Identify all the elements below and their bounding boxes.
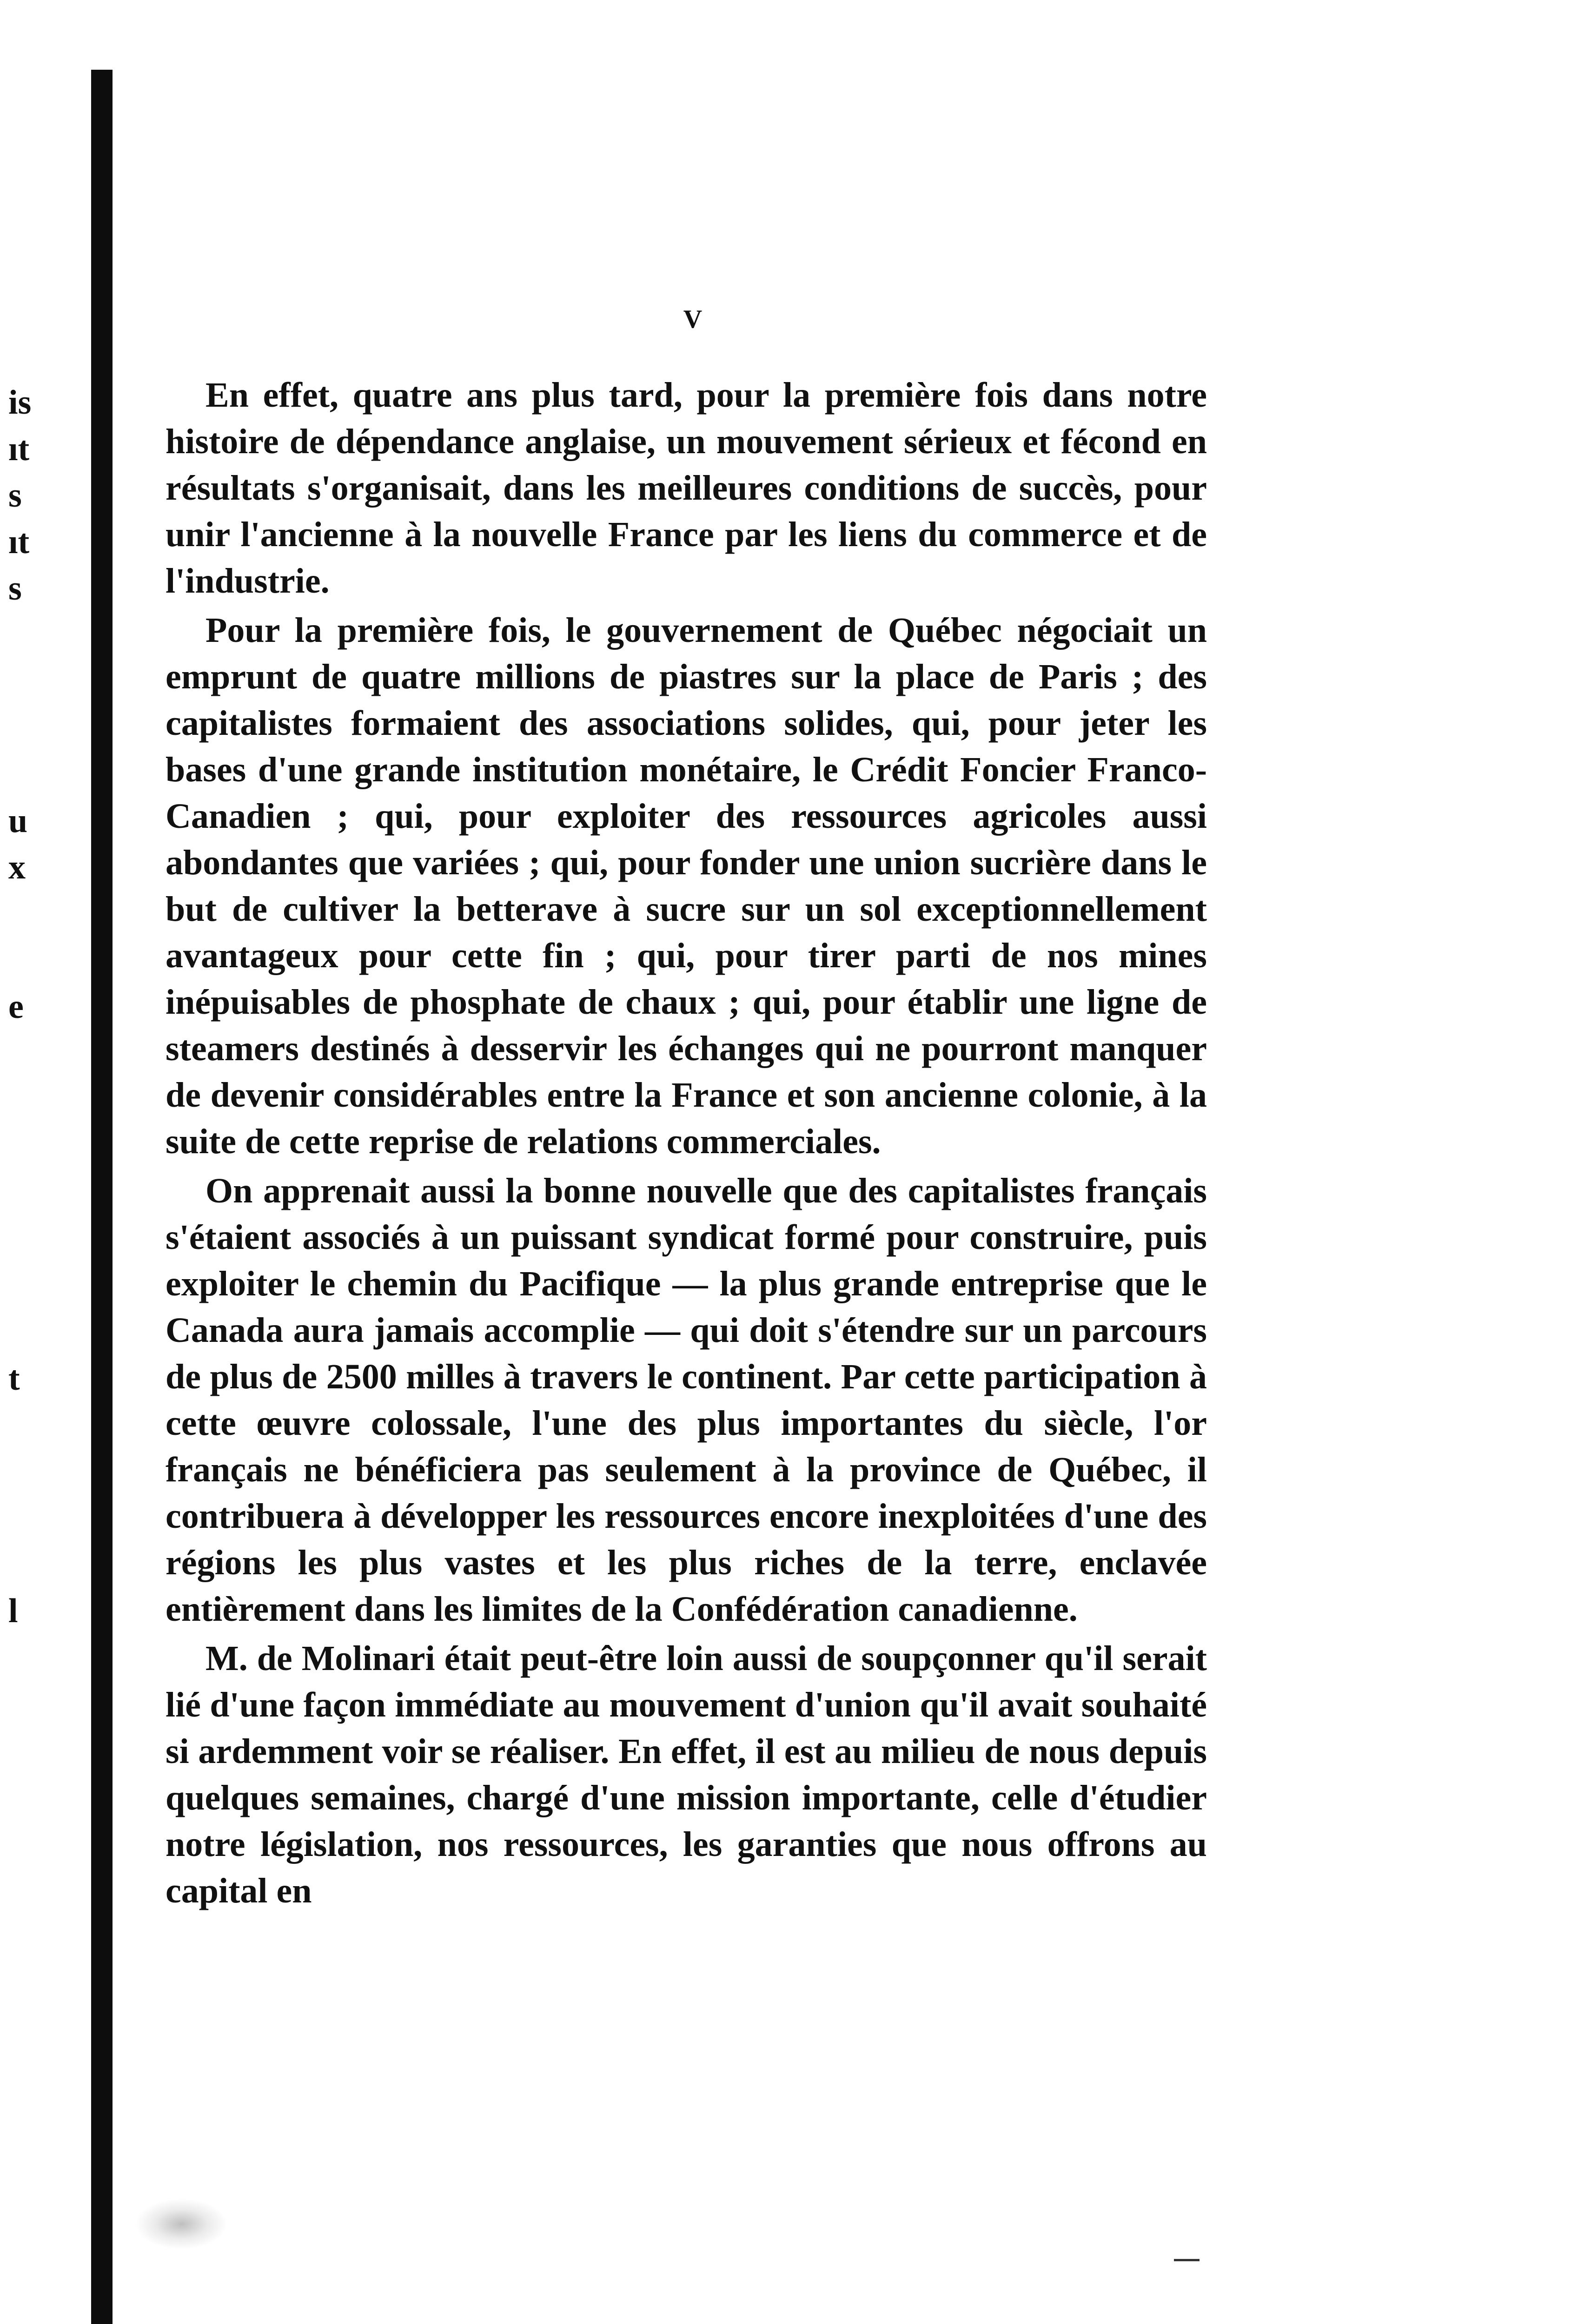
margin-fragment: x: [8, 848, 26, 886]
paragraph: Pour la première fois, le gouvernement de Québec négociait un emprunt de quatre millions de piastres sur la place de Paris ; des capitalistes formaient des associations solides, qui, pour jeter les bases d'une grande institution monétaire, le Crédit Foncier Franco-Canadien ; qui, pour exploiter des ressources agricoles aussi abondantes que variées ; qui, pour fonder une union sucrière dans le but de cultiver la betterave à sucre sur un sol exceptionnellement avantageux pour cette fin ; qui, pour tirer parti de nos mines inépuisables de phosphate de chaux ; qui, pour établir une ligne de steamers destinés à desservir les échanges qui ne pourront manquer de devenir considérables entre la France et son ancienne colonie, à la suite de cette reprise de relations commerciales.: [166, 611, 1207, 1161]
margin-fragment: s: [8, 476, 22, 515]
margin-fragment: ıt: [8, 430, 30, 468]
binding-shadow: [91, 70, 113, 2324]
margin-fragment: l: [8, 1592, 18, 1630]
margin-fragment: u: [8, 802, 28, 840]
margin-fragment: is: [8, 383, 32, 422]
paragraph: En effet, quatre ans plus tard, pour la première fois dans notre histoire de dépendance anglaise, un mouvement sérieux et fécond en résultats s'organisait, dans les meilleures conditions de succès, pour unir l'ancienne à la nouvelle France par les liens du commerce et de l'industrie.: [166, 376, 1207, 601]
ink-smudge: [135, 2199, 228, 2250]
paragraph: M. de Molinari était peut-être loin aussi de soupçonner qu'il serait lié d'une façon immédiate au mouvement d'union qu'il avait souhaité si ardemment voir se réaliser. En effet, il est au milieu de nous depuis quelques semaines, chargé d'une mission importante, celle d'étudier notre législation, nos ressources, les garanties que nous offrons au capital en: [166, 1639, 1207, 1910]
body-text: [166, 372, 1207, 1917]
margin-fragment: s: [8, 569, 22, 607]
page-number: V: [683, 305, 703, 334]
margin-fragment: e: [8, 988, 24, 1026]
margin-fragment: t: [8, 1360, 20, 1398]
margin-fragment: ıt: [8, 523, 30, 561]
paragraph: On apprenait aussi la bonne nouvelle que des capitalistes français s'étaient associés à un puissant syndicat formé pour construire, puis exploiter le chemin du Pacifique — la plus grande entreprise que le Canada aura jamais accomplie — qui doit s'étendre sur un parcours de plus de 2500 milles à travers le continent. Par cette participation à cette œuvre colossale, l'une des plus importantes du siècle, l'or français ne bénéficiera pas seulement à la province de Québec, il contribuera à développer les ressources encore inexploitées d'une des régions les plus vastes et les plus riches de la terre, enclavée entièrement dans les limites de la Confédération canadienne.: [166, 1171, 1207, 1629]
facing-page-margin-fragments: [8, 379, 64, 1634]
stray-mark: [1174, 2259, 1200, 2261]
